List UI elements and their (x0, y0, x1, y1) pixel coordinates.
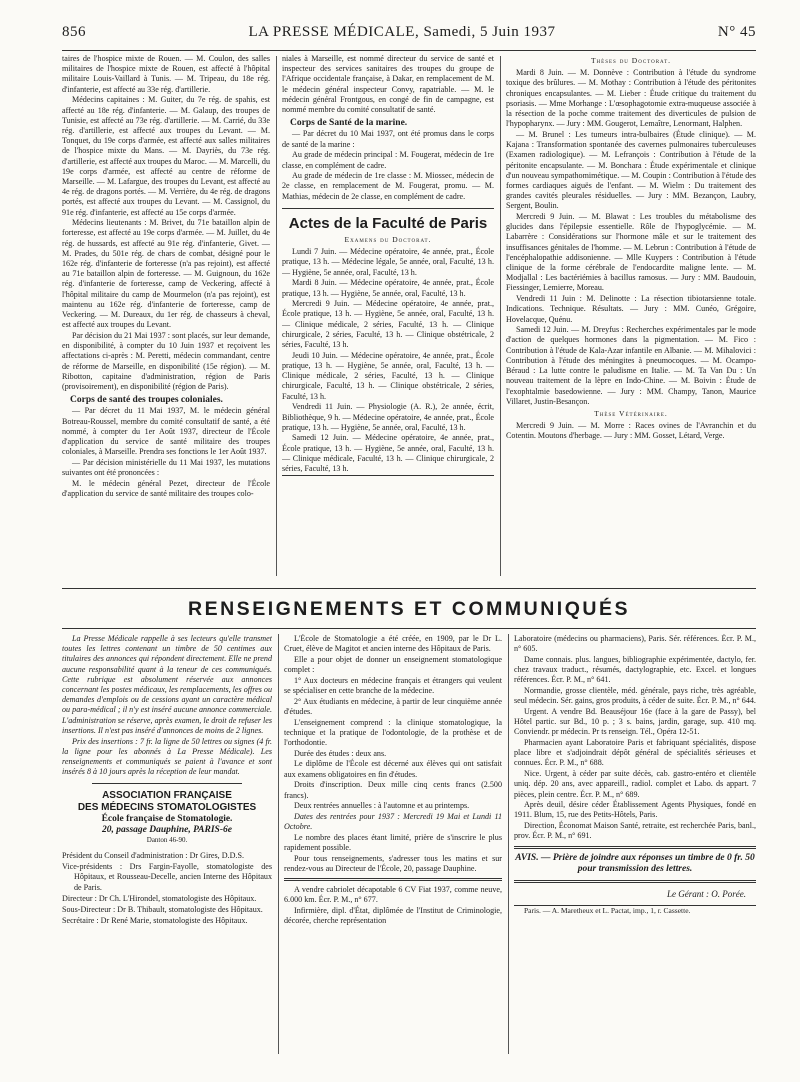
classified-ad: A vendre cabriolet décapotable 6 CV Fiat 1937, comme neuve, 6.000 km. Écr. P. M., n° 677. (284, 885, 502, 905)
paragraph: L'École de Stomatologie a été créée, en 1909, par le Dr L. Cruet, élève de Magitot et ancien interne des Hôpitaux de Paris. (284, 634, 502, 654)
paragraph: Médecins capitaines : M. Guiter, du 7e rég. de spahis, est affecté au 18e rég. d'infanterie. — M. Galaup, des troupes de Tunisie, est affecté au 73e rég. d'artillerie. — M. Carrié, du 33e rég. d'artillerie, est affecté aux troupes du Levant. — M. Tonquet, du 19e corps d'armée, est affecté aux salles militaires de l'hospice mixte du Mans. — M. Dayriès, du 73e rég. d'artillerie, est affecté aux troupes du Maroc. — M. Marcelli, du 19e corps d'armée, est affecté au centre de réforme de Marseille. — M. Lafargue, des troupes du Levant, est affecté au 4e rég. de dragons portés. — M. Verrière, du 4e rég. de dragons portés, est affecté aux troupes du Levant. — M. Cassignol, du 91e rég. d'infanterie, est affecté au 15e corps d'armée. (62, 95, 270, 217)
divider (92, 783, 242, 784)
paragraph: Par décision du 21 Mai 1937 : sont placés, sur leur demande, en disponibilité, à compter du 10 Juin 1937 et reçoivent les affectations ci-après : M. Peretti, médecin commandant, centre de réforme de Marseille, en disponibilité (15e région). — M. Ribotton, capitaine d'administration, région de Paris (provisoirement), en disponibilité (région de Paris). (62, 330, 270, 391)
classified-ad: Nice. Urgent, à céder par suite décès, cab. gastro-entéro et clientèle uniq. dép. 20 ans, avec appareill., radiol. complet et Labo. ds appart. 7 pièces, plein centre. Écr. P. M., n° 689. (514, 769, 756, 799)
classified-ad: Normandie, grosse clientèle, méd. générale, pays riche, très agréable, seul médecin. Sér. gains, gros produits, à céder de suite. Écr. P. M., n° 644. (514, 686, 756, 706)
notice-paragraph: La Presse Médicale rappelle à ses lecteurs qu'elle transmet toutes les lettres contenant un timbre de 50 centimes aux titulaires des annonces qui répondent directement. Elle ne prend aucune responsabilité quant à la teneur de ces communiqués. Cette rubrique est absolument réservée aux annonces concernant les postes médicaux, les remplacements, les offres ou demandes d'emplois ou de cessions ayant un caractère médical ou para-médical ; il n'y est inséré aucune annonce commerciale. L'administration se réserve, après examen, le droit de refuser les insertions. Il n'est pas inséré d'annonces de moins de 2 lignes. (62, 634, 272, 735)
top-column-1 (62, 54, 270, 582)
classified-ad: Après deuil, désire céder Établissement Agents Physiques, fondé en 1911. Blum, 15, rue des Petits-Hôtels, Paris. (514, 800, 756, 820)
classified-ad: Pharmacien ayant Laboratoire Paris et fabriquant spécialités, dispose place libre et s'adjoindrait dépôt général de spécialités sérieuses et connues. Écr. P. M., n° 688. (514, 738, 756, 768)
classified-ad: Infirmière, dipl. d'État, diplômée de l'Institut de Criminologie, décorée, cherche représentation (284, 906, 502, 926)
section-banner: RENSEIGNEMENTS ET COMMUNIQUÉS (188, 598, 630, 620)
thesis-day: Mercredi 9 Juin. — M. Morre : Races ovines de l'Avranchin et du Cotentin. Moutons d'herbage. — Jury : MM. Gosset, Létard, Verge. (506, 421, 756, 441)
column-divider (278, 634, 279, 1054)
bottom-column-2 (284, 634, 502, 1064)
association-title: ASSOCIATION FRANÇAISE (102, 790, 232, 802)
section-heading: Corps de Santé de la marine. (290, 118, 408, 129)
header-rule (62, 50, 756, 51)
paragraph: taires de l'hospice mixte de Rouen. — M. Coulon, des salles militaires de l'hospice mixte de Rouen, est affecté à l'hôpital militaire Louis-Vaillard à Tunis. — M. Tripeau, du 18e rég. d'infanterie, est affecté au 33e rég. d'artillerie. (62, 54, 270, 94)
column-divider (508, 634, 509, 1054)
paragraph: — Par décret du 11 Mai 1937, M. le médecin général Botreau-Roussel, membre du comité consultatif de santé, a été nommé, à compter du 1er Août 1937, directeur de l'École d'application du service de santé militaire des troupes coloniales, à Marseille. Prendra ses fonctions le 1er Août 1937. (62, 406, 270, 457)
paragraph: Au grade de médecin de 1re classe : M. Miossec, médecin de 2e classe, en remplacement de M. Fougerat, promu. — M. Mathias, médecin de 2e classe, en complément de cadre. (282, 171, 494, 201)
journal-title: LA PRESSE MÉDICALE, Samedi, 5 Juin 1937 (248, 24, 556, 40)
exam-day: Lundi 7 Juin. — Médecine opératoire, 4e année, prat., École pratique, 13 h. — Médecine légale, 5e année, oral, Faculté, 13 h. — Hygiène, 5e année, oral, Faculté, 13 h. (282, 247, 494, 277)
paragraph: — Par décision ministérielle du 11 Mai 1937, les mutations suivantes ont été prononcées : (62, 457, 270, 478)
top-column-3 (506, 54, 756, 582)
paragraph: Médecins lieutenants : M. Brivet, du 71e bataillon alpin de forteresse, est affecté au 19e corps d'armée. — M. Juillet, du 4e rég. de hussards, est affecté au 91e rég. d'infanterie, Givet. — M. Prades, du 501e rég. de chars de combat, désigné pour le 162e rég. d'infanterie de forteresse (n'a pas rejoint), est affecté au 71e bataillon alpin de forteresse. — M. Guignoun, du 162e rég. d'infanterie de forteresse, camp de Veckering, affecté à l'hôpital militaire du camp de Mourmelon (n'a pas rejoint), est maintenu au 162e rég. d'infanterie de forteresse, camp de Veckering. — M. Dureaux, du 1er rég. de chasseurs à cheval, est affecté aux troupes du Levant. (62, 218, 270, 330)
exams-heading: Examens du Doctorat. (344, 235, 432, 245)
classified-ad: Laboratoire (médecins ou pharmaciens), Paris. Sér. références. Écr. P. M., n° 605. (514, 634, 756, 654)
paragraph: 1° Aux docteurs en médecine français et étrangers qui veulent se spécialiser en cette branche de la médecine. (284, 675, 502, 696)
exam-day: Jeudi 10 Juin. — Médecine opératoire, 4e année, prat., École pratique, 13 h. — Hygiène, 5e année, oral, Faculté, 13 h. — Clinique médicale, 2 séries, Faculté, 13 h. — Clinique chirurgicale, Faculté, 13 h. — Clinique obstétricale, 2 séries, Faculté, 13 h. (282, 350, 494, 401)
section-rule (62, 628, 756, 629)
section-rule (62, 588, 756, 589)
divider (514, 846, 756, 849)
thesis-day: Samedi 12 Juin. — M. Dreyfus : Recherches expérimentales par le mode d'action de quelques hormones dans la pigmentation. — M. Fico : Contribution à l'étude de Kala-Azar infantile en Albanie. — M. Mihalovici : Contribution à l'étude des méningites à pneumocoques. — M. Ocampo-Béraud : La lutte contre le paludisme en Italie. — M. Ta Van Du : Un nouveau traitement de la lèpre en Indo-Chine. — M. Boivin : Étude de l'exophtalmie basedowienne. — Jury : MM. Champy, Tanon, Maurice Villaret, Justin-Besançon. (506, 325, 756, 406)
exam-day: Mercredi 9 Juin. — Médecine opératoire, 4e année, prat., École pratique, 13 h. — Hygiène, 5e année, oral, Faculté, 13 h. — Clinique médicale, 2 séries, Faculté, 13 h. — Clinique chirurgicale, 2 séries, Faculté, 13 h. — Clinique obstétricale, 2 séries, Faculté, 13 h. (282, 299, 494, 350)
printer-credit: Paris. — A. Maretheux et L. Pactat, imp., 1, r. Cassette. (524, 905, 691, 915)
paragraph: Dates des rentrées pour 1937 : Mercredi 19 Mai et Lundi 11 Octobre. (284, 811, 502, 832)
association-title: DES MÉDECINS STOMATOLOGISTES (77, 802, 257, 814)
paragraph: Le nombre des places étant limité, prière de s'inscrire le plus rapidement possible. (284, 832, 502, 853)
column-divider (500, 56, 501, 576)
section-heading: Corps de santé des troupes coloniales. (70, 395, 223, 406)
paragraph: Deux rentrées annuelles : à l'automne et au printemps. (294, 801, 470, 811)
paragraph: 2° Aux étudiants en médecine, à partir de leur cinquième année d'études. (284, 696, 502, 716)
page-header (62, 24, 756, 46)
paragraph: Le diplôme de l'École est décerné aux élèves qui ont satisfait aux examens obligatoires en fin d'études. (284, 759, 502, 779)
exam-day: Vendredi 11 Juin. — Physiologie (A. R.), 2e année, écrit, Bibliothèque, 9 h. — Médecine opératoire, 4e année, prat., École pratique, 13 h. — Hygiène, 5e année, oral, Faculté, 13 h. (282, 402, 494, 432)
page-number: 856 (62, 24, 86, 40)
divider (514, 880, 756, 883)
classified-ad: Direction, Économat Maison Santé, retraite, est recherchée Paris, banl., prov. Écr. P. M., n° 691. (514, 821, 756, 841)
thesis-day: Mardi 8 Juin. — M. Donnève : Contribution à l'étude du syndrome toxique des brûlures. — M. Mothay : Contribution à l'étude des péritonites chroniques encapsulantes. — M. Lieber : Étude critique du traitement du psoriasis. — Mme Morhange : L'œsophagotomie extra-muqueuse associée à la résection de la poche comme traitement des diverticules de pulsion de l'hypopharynx. — Jury : MM. Gougerot, Lemaître, Lenormant, Halphen. (506, 68, 756, 129)
committee-list (62, 851, 272, 926)
veterinary-heading: Thèse Vétérinaire. (594, 408, 668, 418)
committee-member: Secrétaire : Dr René Marie, stomatologiste des Hôpitaux. (62, 916, 248, 926)
bottom-column-1 (62, 634, 272, 1064)
paragraph: L'enseignement comprend : la clinique stomatologique, la technique et la pratique de l'odontologie, de la prothèse et de l'orthodontie. (284, 717, 502, 748)
faculty-acts-box (282, 208, 494, 476)
faculty-acts-title: Actes de la Faculté de Paris (288, 214, 488, 232)
school-name: École française de Stomatologie. (101, 814, 233, 825)
paragraph: Droits d'inscription. Deux mille cinq cents francs (2.500 francs). (284, 780, 502, 800)
top-column-2 (282, 54, 494, 582)
committee-member: Directeur : Dr Ch. L'Hirondel, stomatologiste des Hôpitaux. (62, 893, 257, 903)
paragraph: Au grade de médecin principal : M. Fougerat, médecin de 1re classe, en complément de cadre. (282, 150, 494, 170)
column-divider (276, 56, 277, 576)
committee-member: Sous-Directeur : Dr B. Thibault, stomatologiste des Hôpitaux. (62, 904, 263, 914)
thesis-day: Vendredi 11 Juin : M. Delinotte : La résection tibiotarsienne totale. Indications. Technique. Résultats. — Jury : MM. Cunéo, Grégoire, Hovelacque, Quénu. (506, 294, 756, 324)
bottom-column-3 (514, 634, 756, 1064)
classified-ad: Urgent. A vendre Bd. Beauséjour 16e (face à la gare de Passy), bel Hôtel partic. sur Bd., 10 p. ; 3 s. bains, jardin, garage, sup. 410 mq. Conviendr. pr médecin. Pr ts renseign. Tél., Opéra 12-51. (514, 706, 756, 737)
school-phone: Danton 46-90. (146, 835, 188, 844)
committee-member: Vice-présidents : Drs Fargin-Fayolle, stomatologiste des Hôpitaux, et Rousseau-Decelle, ancien Interne des Hôpitaux de Paris. (62, 862, 272, 892)
publisher-manager: Le Gérant : O. Porée. (667, 888, 746, 899)
thesis-day: Mercredi 9 Juin. — M. Blawat : Les troubles du métabolisme des glucides dans l'épilepsie essentielle. Rôle de l'hypoglycémie. — M. Labarrère : Considérations sur l'hormone mâle et sur le traitement des insuffisances génitales de l'homme. — M. Lebrun : Contribution à l'étude de l'encéphalopathie addisonienne. — Mlle Kuypers : Contribution à l'étude clinique de la forme cérébrale de l'endocardite maligne lente. — M. Modjallal : Les bactériémies à bacillus ramosus. — Jury : MM. Baudouin, Fiessinger, Lemierre, Moreau. (506, 212, 756, 293)
school-address: 20, passage Dauphine, PARIS-6e (102, 824, 232, 835)
paragraph: niales à Marseille, est nommé directeur du service de santé et inspecteur des services sanitaires des troupes du groupe de l'Afrique occidentale française, à Dakar, en remplacement de M. le médecin général inspecteur Convy, rapatriable. — M. le médecin général Frontgous, en congé de fin de campagne, est nommé membre du comité consultatif de santé. (282, 54, 494, 115)
divider (514, 905, 756, 906)
paragraph: Pour tous renseignements, s'adresser tous les matins et sur rendez-vous au Directeur de l'École, 20, passage Dauphine. (284, 853, 502, 873)
classified-ad: Dame connais. plus. langues, bibliographie expérimentée, dactylo, fer. chez travaux traduct., résumés, dactylographie, etc. Excel. et longues références. Écr. P. M., n° 641. (514, 654, 756, 685)
paragraph: Elle a pour objet de donner un enseignement stomatologique complet : (284, 654, 502, 675)
divider (284, 878, 502, 881)
committee-member: Président du Conseil d'administration : Dr Gires, D.D.S. (62, 850, 244, 860)
issue-number: N° 45 (717, 24, 756, 40)
thesis-day: — M. Brunel : Les tumeurs intra-bulbaires (Étude clinique). — M. Kajana : Transformation spontanée des cavernes pulmonaires tuberculeuses (Examen radiologique). — M. Lefrançois : Contribution à l'étude de la péritonite encapsulante. — M. Bonchara : Étude expérimentale et clinique d'un nouveau sympathomimétique. — M. Coupin : Contribution à l'étude des formes cardiaques aiguës de l'enfant. — M. Wielm : Du traitement des grandes cavités pleurales résiduelles. — Jury : MM. Bezançon, Laubry, Sergent, Boulin. (506, 129, 756, 211)
exam-day: Mardi 8 Juin. — Médecine opératoire, 4e année, prat., École pratique, 13 h. — Hygiène, 5e année, oral, Faculté, 13 h. (282, 278, 494, 298)
paragraph: M. le médecin général Pezet, directeur de l'École d'application du service de santé militaire des troupes colo- (62, 478, 270, 499)
pricing-paragraph: Prix des insertions : 7 fr. la ligne de 50 lettres ou signes (4 fr. la ligne pour les abonnés à La Presse Médicale). Les renseignements et communiqués se paient à l'avance et sont insérés 8 à 10 jours après la réception de leur mandat. (62, 736, 272, 777)
stamp-notice: AVIS. — Prière de joindre aux réponses un timbre de 0 fr. 50 pour transmission des lettres. (515, 852, 755, 875)
paragraph: — Par décret du 10 Mai 1937, ont été promus dans le corps de santé de la marine : (282, 129, 494, 149)
theses-heading: Thèses du Doctorat. (590, 56, 672, 65)
paragraph: Durée des études : deux ans. (294, 748, 387, 758)
exam-day: Samedi 12 Juin. — Médecine opératoire, 4e année, prat., École pratique, 13 h. — Hygiène, 5e année, oral, Faculté, 13 h. — Clinique médicale, Faculté, 13 h. — Clinique chirurgicale, 2 séries, Faculté, 13 h. (282, 433, 494, 474)
